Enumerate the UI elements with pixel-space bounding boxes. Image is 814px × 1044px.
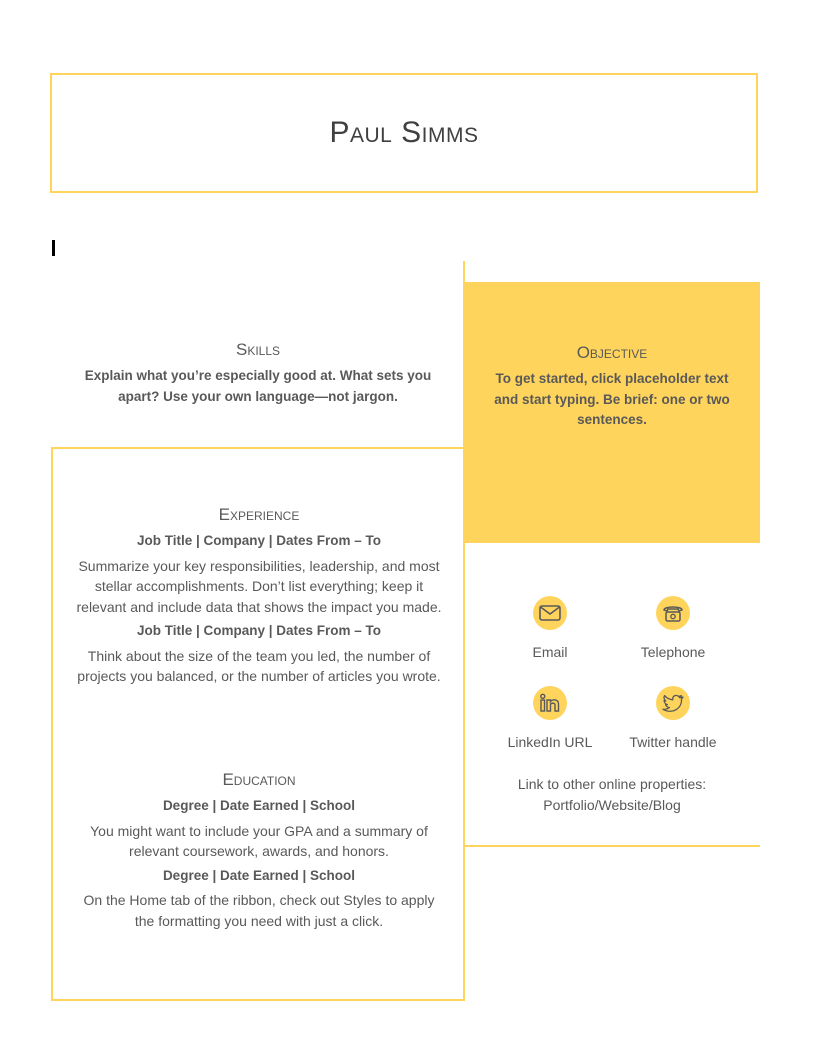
objective-title[interactable]: Objective [576,343,648,362]
education-description[interactable]: You might want to include your GPA and a summary of relevant coursework, awards, and honors. [90,822,428,859]
text-cursor [52,240,55,256]
job-description[interactable]: Think about the size of the team you led, the number of projects you balanced, or the number of articles you wrote. [77,647,441,684]
objective-section [488,343,736,431]
degree-header[interactable]: Degree | Date Earned | School [162,867,356,883]
linkedin-icon [533,686,567,720]
name-header-box [50,73,758,193]
skills-title[interactable]: Skills [235,340,281,359]
skills-section [78,340,438,407]
telephone-label[interactable]: Telephone [640,644,706,660]
education-section [74,770,444,935]
divider-line [463,543,465,848]
education-title[interactable]: Education [222,770,296,789]
job-header[interactable]: Job Title | Company | Dates From – To [136,533,382,548]
email-label[interactable]: Email [532,644,568,660]
twitter-label[interactable]: Twitter handle [629,734,717,750]
linkedin-label[interactable]: LinkedIn URL [507,734,593,750]
twitter-icon [656,686,690,720]
contact-linkedin [490,686,610,750]
objective-text[interactable]: To get started, click placeholder text and start typing. Be brief: one or two sentences. [494,371,730,427]
experience-title[interactable]: Experience [218,505,300,524]
divider-line [463,261,465,283]
experience-section [74,505,444,691]
email-icon [533,596,567,630]
divider-line [463,845,760,847]
job-description[interactable]: Summarize your key responsibilities, leadership, and most stellar accomplishments. Don’t list everything; keep it relevant and include data that shows the impact you made. [76,557,442,615]
education-description[interactable]: On the Home tab of the ribbon, check out Styles to apply the formatting you need with just a click. [83,892,435,929]
person-name[interactable]: Paul Simms [329,116,479,149]
skills-text[interactable]: Explain what you’re especially good at. What sets you apart? Use your own language—not jargon. [84,368,432,404]
online-properties-text[interactable]: Link to other online properties: Portfolio/Website/Blog [517,776,707,813]
job-header[interactable]: Job Title | Company | Dates From – To [136,623,382,638]
contact-email [490,596,610,660]
degree-header[interactable]: Degree | Date Earned | School [162,798,356,813]
telephone-icon [656,596,690,630]
contact-telephone [613,596,733,660]
contact-twitter [613,686,733,750]
